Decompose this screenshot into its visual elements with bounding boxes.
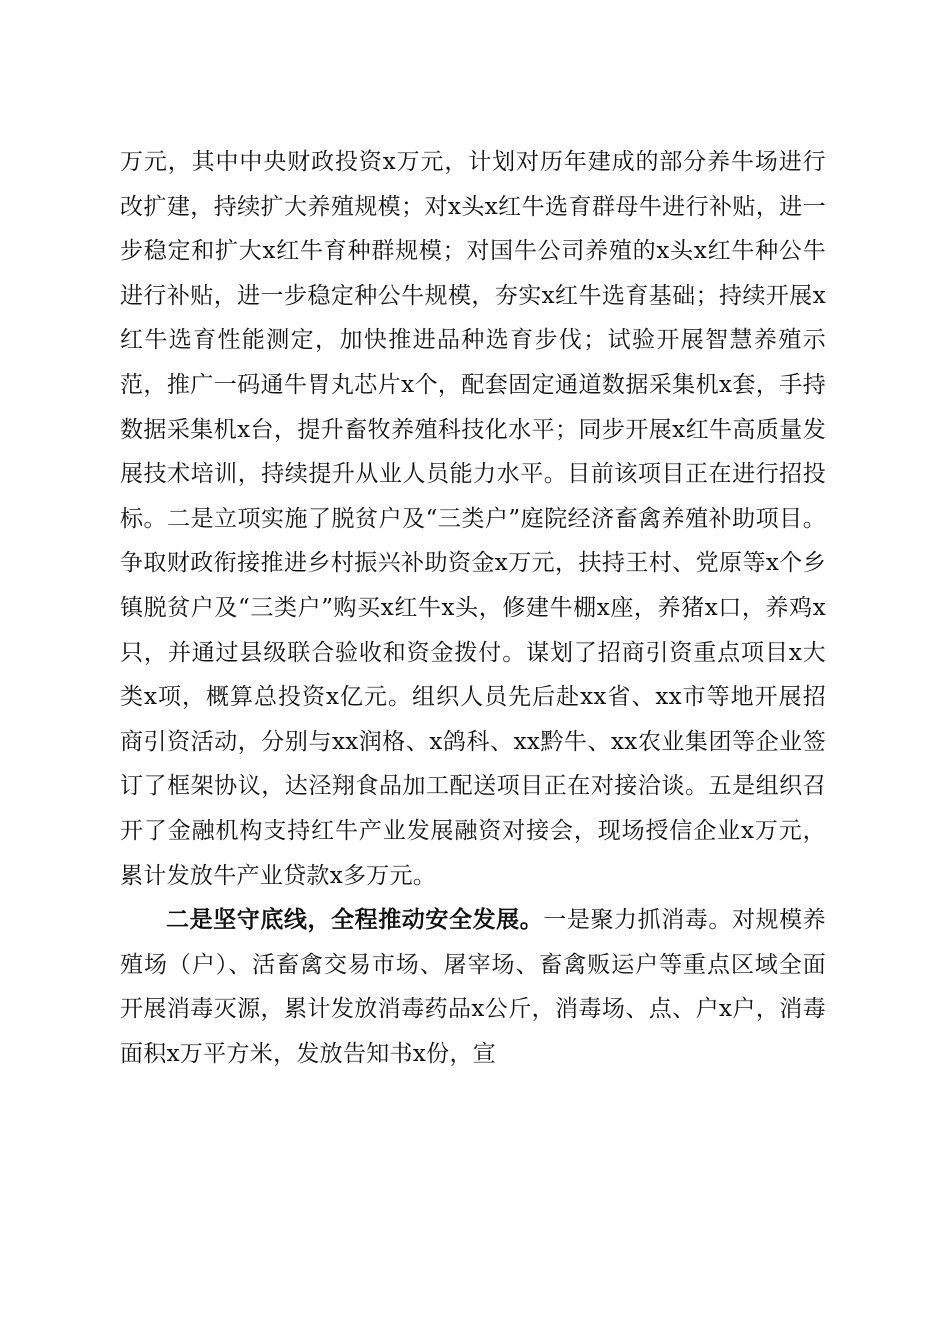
paragraph-continued: 万元，其中中央财政投资x万元，计划对历年建成的部分养牛场进行改扩建，持续扩大养殖规模；对x头x红牛选育群母牛进行补贴，进一步稳定和扩大x红牛育种群规模；对国牛公司养殖的x头x红牛种公牛进行补贴，进一步稳定种公牛规模，夯实x红牛选育基础；持续开展x红牛选育性能测定，加快推进品种选育步伐；试验开展智慧养殖示范，推广一码通牛胃丸芯片x个，配套固定通道数据采集机x套，手持数据采集机x台，提升畜牧养殖科技化水平；同步开展x红牛高质量发展技术培训，持续提升从业人员能力水平。目前该项目正在进行招投标。二是立项实施了脱贫户及“三类户”庭院经济畜禽养殖补助项目。争取财政衔接推进乡村振兴补助资金x万元，扶持王村、党原等x个乡镇脱贫户及“三类户”购买x红牛x头，修建牛棚x座，养猪x口，养鸡x只，并通过县级联合验收和资金拨付。谋划了招商引资重点项目x大类x项，概算总投资x亿元。组织人员先后赴xx省、xx市等地开展招商引资活动，分别与xx润格、x鸽科、xx黔牛、xx农业集团等企业签订了框架协议，达泾翔食品加工配送项目正在对接洽谈。五是组织召开了金融机构支持红牛产业发展融资对接会，现场授信企业x万元，累计发放牛产业贷款x多万元。 <box>120 149 826 889</box>
paragraph-section-two <box>120 898 826 1076</box>
document-body <box>120 140 826 1076</box>
section-heading-lead: 二是坚守底线，全程推动安全发展。 <box>166 906 544 934</box>
section-body-text: 一是聚力抓消毒。对规模养殖场（户）、活畜禽交易市场、屠宰场、畜禽贩运户等重点区域全面开展消毒灭源，累计发放消毒药品x公斤，消毒场、点、户x户，消毒面积x万平方米，发放告知书x份，宣 <box>120 907 826 1067</box>
